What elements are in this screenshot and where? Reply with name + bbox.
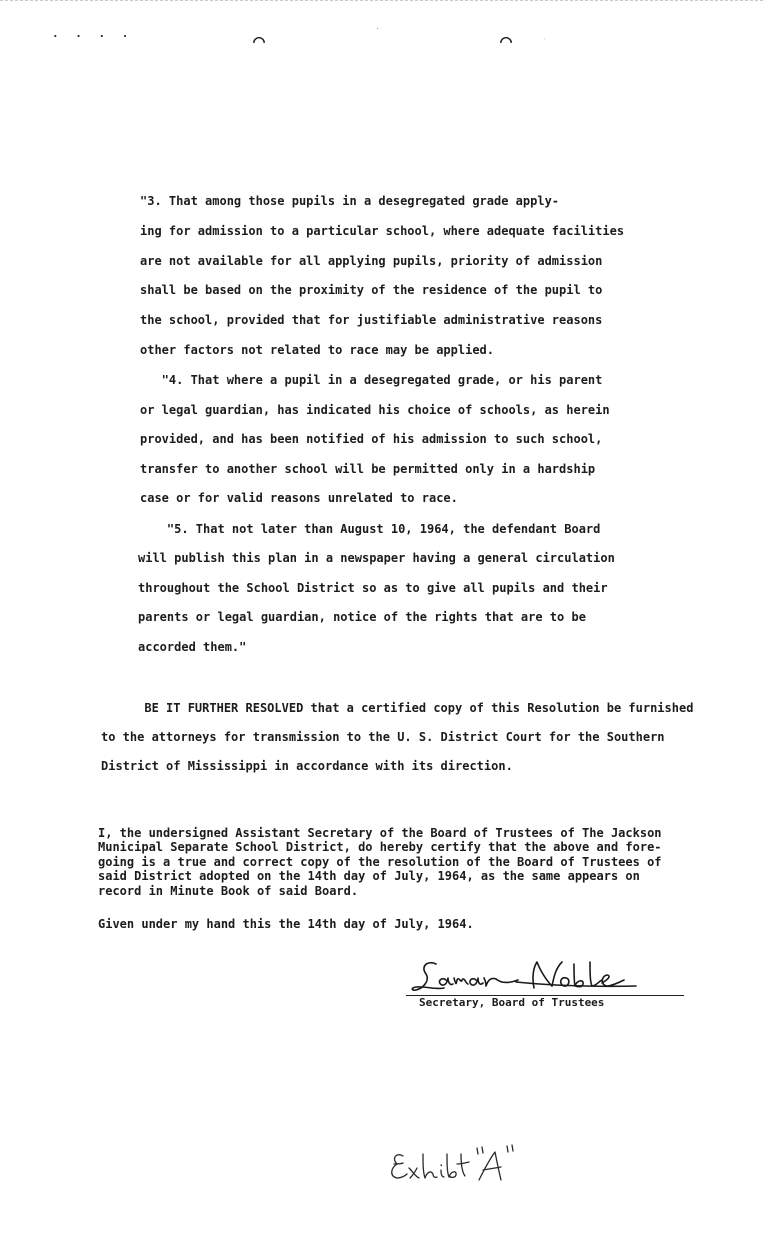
handwritten-exhibit-mark [385, 1140, 545, 1190]
signatory-title: Secretary, Board of Trustees [419, 996, 605, 1009]
text-line: accorded them." [138, 639, 247, 654]
paragraph-3 [140, 187, 624, 366]
scan-speck: · [543, 36, 547, 43]
text-line: other factors not related to race may be applied. [140, 342, 495, 357]
binding-mark-left: ⌒ [253, 28, 266, 52]
punch-dots: · · · · [52, 30, 134, 43]
handwritten-signature [406, 952, 686, 998]
text-line: the school, provided that for justifiable administrative reasons [140, 313, 603, 328]
text-line: transfer to another school will be permitted only in a hardship [140, 461, 596, 476]
paragraph-5 [138, 515, 615, 662]
text-line: record in Minute Book of said Board. [98, 883, 359, 898]
text-line: I, the undersigned Assistant Secretary of the Board of Trustees of The Jackson [98, 826, 662, 840]
text-line: parents or legal guardian, notice of the rights that are to be [138, 610, 586, 625]
text-line: or legal guardian, has indicated his choice of schools, as herein [140, 402, 610, 417]
exhibit-a-handwritten-note [385, 1140, 545, 1194]
text-line: said District adopted on the 14th day of July, 1964, as the same appears on [98, 869, 640, 884]
text-line: BE IT FURTHER RESOLVED that a certified copy of this Resolution be furnished [101, 701, 694, 715]
text-line: to the attorneys for transmission to the U. S. District Court for the Southern [101, 730, 665, 744]
text-line: shall be based on the proximity of the residence of the pupil to [140, 283, 603, 298]
text-line: District of Mississippi in accordance with its direction. [101, 759, 513, 773]
signature-block [406, 952, 686, 1012]
text-line: throughout the School District so as to give all pupils and their [138, 580, 608, 595]
text-line: provided, and has been notified of his admission to such school, [140, 432, 603, 447]
text-line: "4. That where a pupil in a desegregated grade, or his parent [140, 373, 603, 387]
text-line: will publish this plan in a newspaper having a general circulation [138, 551, 615, 566]
text-line: ing for admission to a particular school, where adequate facilities [140, 223, 625, 238]
given-under-hand-line: Given under my hand this the 14th day of July, 1964. [98, 917, 474, 931]
resolution-paragraph [101, 694, 693, 781]
paragraph-4 [140, 366, 610, 514]
scan-speck: · [375, 24, 380, 33]
page-top-edge [0, 0, 763, 1]
text-line: going is a true and correct copy of the resolution of the Board of Trustees of [98, 854, 662, 869]
text-line: Municipal Separate School District, do hereby certify that the above and fore- [98, 840, 662, 855]
certification-paragraph [98, 826, 662, 898]
text-line: are not available for all applying pupils, priority of admission [140, 253, 603, 268]
text-line: "3. That among those pupils in a desegregated grade apply- [140, 194, 560, 208]
text-line: case or for valid reasons unrelated to race. [140, 491, 458, 506]
text-line: "5. That not later than August 10, 1964, the defendant Board [138, 522, 601, 536]
binding-mark-right: ⌒ [500, 28, 513, 52]
